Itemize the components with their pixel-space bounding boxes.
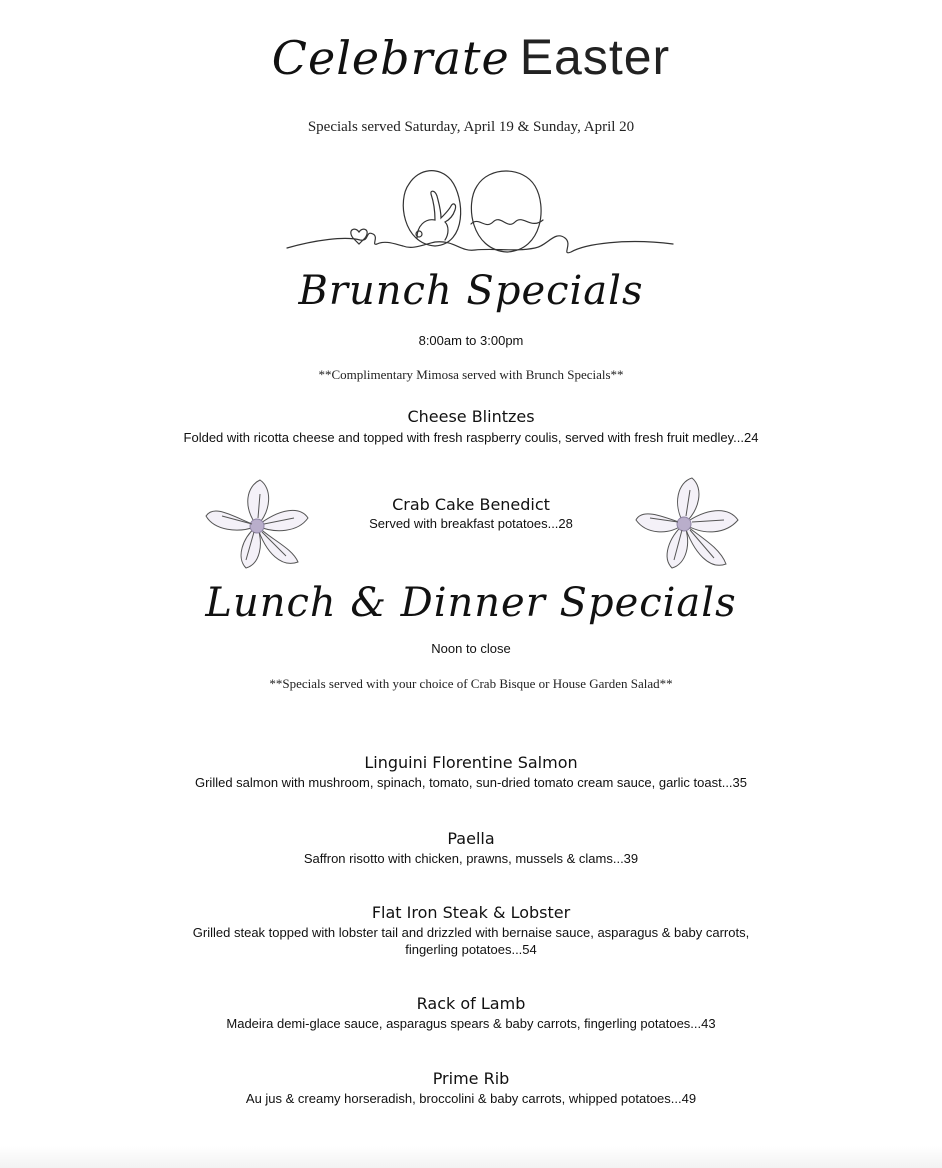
page-bottom-edge [0, 1146, 942, 1168]
title-script-word: Celebrate [271, 31, 510, 85]
menu-item-description: Folded with ricotta cheese and topped with fresh raspberry coulis, served with fresh fruit medley...24 [183, 430, 759, 445]
lunch-dinner-note: **Specials served with your choice of Crab Bisque or House Garden Salad** [269, 676, 673, 691]
menu-item-description-line: Grilled steak topped with lobster tail and drizzled with bernaise sauce, asparagus & baby carrots, [192, 925, 750, 940]
menu-item-name: Prime Rib [432, 1069, 510, 1088]
menu-item-name: Linguini Florentine Salmon [364, 753, 578, 772]
title-plain-word: Easter [519, 29, 671, 85]
menu-item-description: Served with breakfast potatoes...28 [369, 516, 573, 531]
menu-item-name: Crab Cake Benedict [392, 495, 550, 514]
menu-item-description-line: fingerling potatoes...54 [405, 942, 537, 957]
menu-item-description: Grilled salmon with mushroom, spinach, tomato, sun-dried tomato cream sauce, garlic toast...35 [194, 775, 748, 790]
menu-item-description: Madeira demi-glace sauce, asparagus spears & baby carrots, fingerling potatoes...43 [226, 1016, 716, 1031]
menu-item-name: Rack of Lamb [416, 994, 526, 1013]
menu-title [0, 28, 942, 98]
menu-item-description: Saffron risotto with chicken, prawns, mussels & clams...39 [303, 851, 639, 866]
menu-item-name: Flat Iron Steak & Lobster [371, 903, 571, 922]
menu-item-description: Au jus & creamy horseradish, broccolini & baby carrots, whipped potatoes...49 [245, 1091, 697, 1106]
brunch-hours: 8:00am to 3:00pm [418, 333, 524, 348]
menu-item-name: Cheese Blintzes [407, 407, 535, 426]
lunch-dinner-heading: Lunch & Dinner Specials [205, 580, 737, 626]
brunch-note: **Complimentary Mimosa served with Brunch Specials** [318, 367, 624, 382]
dates-subtitle: Specials served Saturday, April 19 & Sunday, April 20 [307, 119, 635, 135]
lunch-dinner-hours: Noon to close [431, 641, 511, 656]
easter-eggs-line-art-icon [285, 160, 675, 260]
menu-item-name: Paella [447, 829, 495, 848]
brunch-heading: Brunch Specials [298, 268, 644, 314]
